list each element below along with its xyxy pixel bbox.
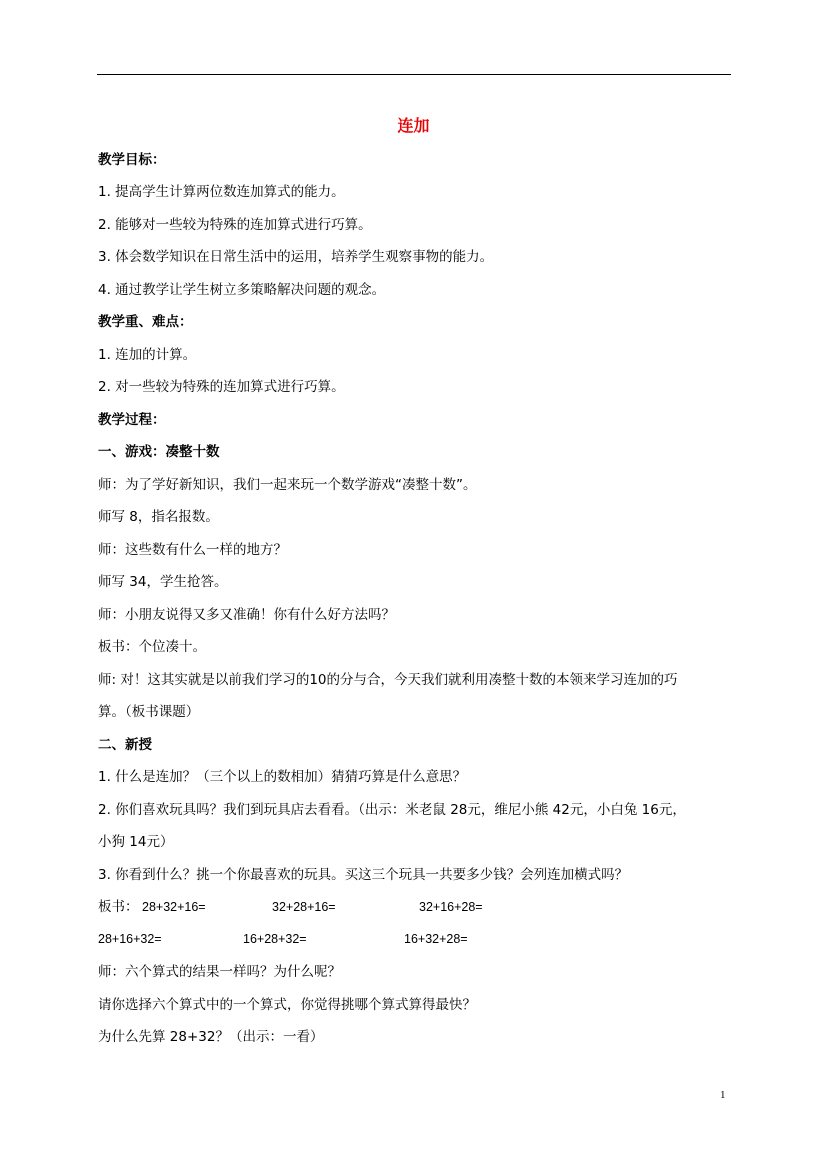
keypoint-item: 1. 连加的计算。 — [98, 347, 197, 363]
formula: 16+32+28= — [404, 932, 468, 946]
board-label: 板书： — [98, 899, 139, 915]
part2-line: 2. 你们喜欢玩具吗？我们到玩具店去看看。（出示：米老鼠 28元，维尼小熊 42元，小白兔 16元， — [98, 802, 686, 818]
formula: 32+16+28= — [419, 900, 483, 914]
formula: 16+28+32= — [243, 932, 307, 946]
part1-line: 板书：个位凑十。 — [98, 639, 206, 655]
part1-line: 师：小朋友说得又多又准确！你有什么好方法吗？ — [98, 607, 395, 623]
part1-line: 师：为了学好新知识，我们一起来玩一个数学游戏“凑整十数”。 — [98, 477, 477, 493]
part1-line: 师：这些数有什么一样的地方？ — [98, 542, 287, 558]
page-title: 连加 — [397, 116, 430, 135]
process-heading: 教学过程： — [98, 412, 166, 428]
part1-line: 师写 34，学生抢答。 — [98, 574, 228, 590]
formula: 28+16+32= — [98, 932, 162, 946]
goal-item: 1. 提高学生计算两位数连加算式的能力。 — [98, 184, 345, 200]
goal-item: 4. 通过教学让学生树立多策略解决问题的观念。 — [98, 282, 386, 298]
keypoint-item: 2. 对一些较为特殊的连加算式进行巧算。 — [98, 379, 345, 395]
goals-heading: 教学目标： — [98, 152, 166, 168]
part2-line: 1. 什么是连加？（三个以上的数相加）猜猜巧算是什么意思？ — [98, 769, 467, 785]
header-rule — [97, 74, 731, 75]
goal-item: 2. 能够对一些较为特殊的连加算式进行巧算。 — [98, 217, 372, 233]
part1-heading: 一、游戏：凑整十数 — [98, 444, 220, 460]
part1-line: 师写 8，指名报数。 — [98, 509, 219, 525]
keypoints-heading: 教学重、难点： — [98, 314, 193, 330]
page-number: 1 — [720, 1089, 726, 1101]
part2-after-line: 师：六个算式的结果一样吗？为什么呢？ — [98, 964, 341, 980]
formula: 28+32+16= — [142, 900, 206, 914]
formula: 32+28+16= — [272, 900, 336, 914]
part2-line: 3. 你看到什么？挑一个你最喜欢的玩具。买这三个玩具一共要多少钱？会列连加横式吗？ — [98, 867, 629, 883]
part2-after-line: 为什么先算 28+32？（出示：一看） — [98, 1029, 324, 1045]
part2-heading: 二、新授 — [98, 737, 152, 753]
part1-line: 算。（板书课题） — [98, 704, 200, 720]
part2-after-line: 请你选择六个算式中的一个算式，你觉得挑哪个算式算得最快？ — [98, 997, 476, 1013]
goal-item: 3. 体会数学知识在日常生活中的运用，培养学生观察事物的能力。 — [98, 249, 494, 265]
part1-line: 师: 对！这其实就是以前我们学习的10的分与合，今天我们就利用凑整十数的本领来学习连加的巧 — [98, 672, 678, 688]
part2-line: 小狗 14元） — [98, 834, 174, 850]
